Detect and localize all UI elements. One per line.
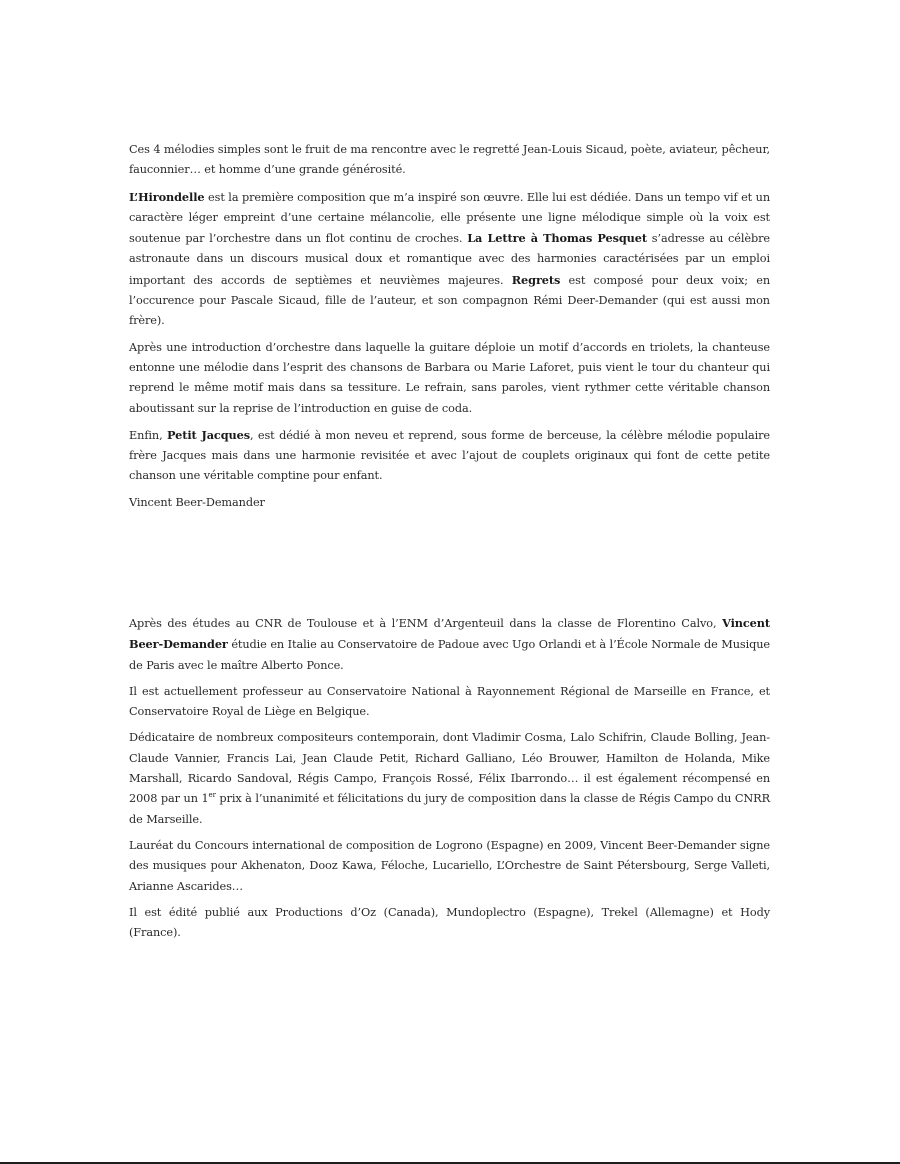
- text-petit-jacques: , est dédié à mon neveu et reprend, sous forme de berceuse, la célèbre mélodie populaire frère Jacques mais dans une harmonie revisitée et avec l’ajout de couplets originaux qui font de cette petite chanson une véritable comptine pour enfant.: [129, 428, 770, 483]
- text-studies: Après des études au CNR de Toulouse et à l’ENM d’Argenteuil dans la classe de Florentino Calvo,: [129, 617, 723, 630]
- title-lettre-thomas-pesquet: La Lettre à Thomas Pesquet: [467, 231, 647, 246]
- notes-paragraph-songs: [129, 187, 770, 332]
- biography: [129, 613, 770, 949]
- notes-paragraph-regrets-detail: Après une introduction d’orchestre dans laquelle la guitare déploie un motif d’accords en triolets, la chanteuse entonne une mélodie dans l’esprit des chansons de Barbara ou Marie Laforet, puis vient le tour du chanteur qui reprend le même motif mais dans sa tessiture. Le refrain, sans paroles, vient rythmer cette véritable chanson aboutissant sur la reprise de l’introduction en guise de coda.: [129, 340, 770, 415]
- notes-signature: Vincent Beer-Demander: [129, 495, 265, 509]
- title-petit-jacques: Petit Jacques: [167, 427, 250, 442]
- program-notes: [129, 140, 770, 519]
- notes-intro: Ces 4 mélodies simples sont le fruit de ma rencontre avec le regretté Jean-Louis Sicaud, poète, aviateur, pêcheur, fauconnier… et homme d’une grande générosité.: [129, 143, 770, 177]
- bio-paragraph-teaching: Il est actuellement professeur au Conservatoire National à Rayonnement Régional de Marseille en France, et Conservatoire Royal de Liège en Belgique.: [129, 684, 770, 719]
- title-regrets: Regrets: [511, 272, 561, 287]
- text-studies-cont: étudie en Italie au Conservatoire de Padoue avec Ugo Orlandi et à l’École Normale de Musique de Paris avec le maître Alberto Ponce.: [129, 638, 770, 672]
- text-regrets: est composé pour deux voix; en l’occurence pour Pascale Sicaud, fille de l’auteur, et son compagnon Rémi Deer-Demander (qui est aussi mon frère).: [129, 273, 770, 328]
- text-lettre: s’adresse au célèbre astronaute dans un discours musical doux et romantique avec des harmonies caractérisées par un emploi important des accords de septièmes et neuvièmes majeures.: [129, 232, 770, 287]
- bio-paragraph-publishers: Il est édité publié aux Productions d’Oz (Canada), Mundoplectro (Espagne), Trekel (Allemagne) et Hody (France).: [129, 905, 770, 940]
- name-vincent-beer-demander: Vincent Beer-Demander: [129, 616, 770, 652]
- text-dedications-cont: prix à l’unanimité et félicitations du jury de composition dans la classe de Régis Campo du CNRR de Marseille.: [129, 792, 770, 826]
- bio-paragraph-studies: [129, 613, 770, 676]
- text-dedications: Dédicataire de nombreux compositeurs contemporain, dont Vladimir Cosma, Lalo Schifrin, Claude Bolling, Jean-Claude Vannier, Francis Lai, Jean Claude Petit, Richard Galliano, Léo Brouwer, Hamilton de Holanda, Mike Marshall, Ricardo Sandoval, Régis Campo, François Rossé, Félix Ibarrondo… il est également récompensé en 2008 par un 1: [129, 731, 770, 806]
- text-lhirondelle: est la première composition que m’a inspiré son œuvre. Elle lui est dédiée. Dans un tempo vif et un caractère léger empreint d’une certaine mélancolie, elle présente une ligne mélodique simple où la voix est soutenue par l’orchestre dans un flot continu de croches.: [129, 190, 770, 246]
- superscript-er: er: [208, 791, 216, 800]
- bio-paragraph-dedications: [129, 728, 770, 829]
- bio-paragraph-laureat: Lauréat du Concours international de composition de Logrono (Espagne) en 2009, Vincent Beer-Demander signe des musiques pour Akhenaton, Dooz Kawa, Féloche, Lucariello, L’Orchestre de Saint Pétersbourg, Serge Valleti, Arianne Ascarides…: [129, 838, 770, 893]
- notes-paragraph-petit-jacques: [129, 425, 770, 487]
- title-lhirondelle: L’Hirondelle: [129, 189, 205, 204]
- text-enfin: Enfin,: [129, 428, 168, 442]
